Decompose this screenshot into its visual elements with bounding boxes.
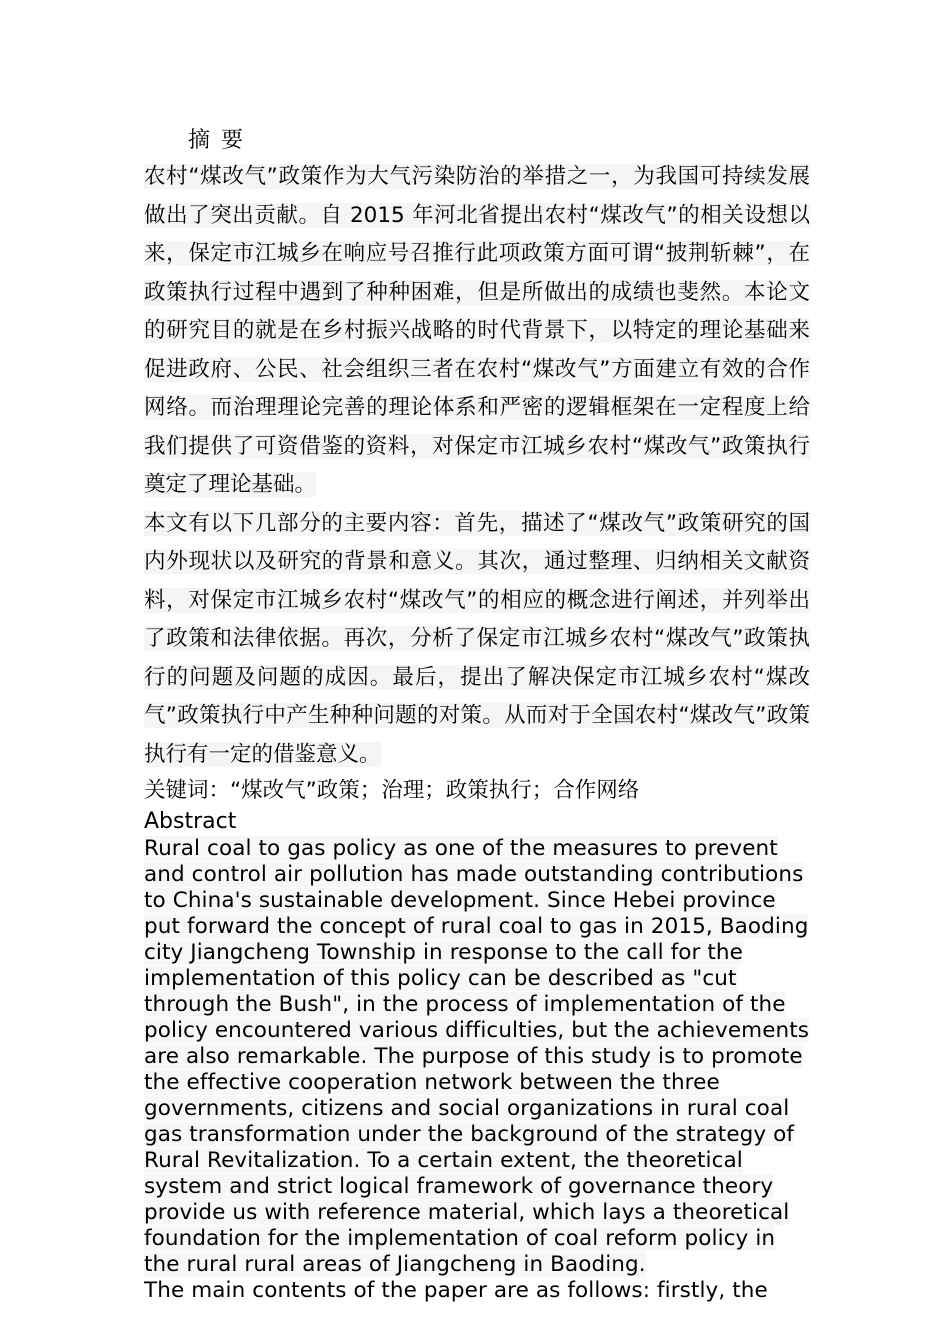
abstract-cn-paragraph-1-text: 农村“煤改气”政策作为大气污染防治的举措之一，为我国可持续发展做出了突出贡献。自 2015 年河北省提出农村“煤改气”的相关设想以来，保定市江城乡在响应号召推行此项政策方面可谓“披荆斩棘”，在政策执行过程中遇到了种种困难，但是所做出的成绩也斐然。本论文的研究目的就是在乡村振兴战略的时代背景下，以特定的理论基础来促进政府、公民、社会组织三者在农村“煤改气”方面建立有效的合作网络。而治理理论完善的理论体系和严密的逻辑框架在一定程度上给我们提供了可资借鉴的资料，对保定市江城乡农村“煤改气”政策执行奠定了理论基础。 (144, 164, 810, 497)
abstract-cn-paragraph-2-text: 本文有以下几部分的主要内容：首先，描述了“煤改气”政策研究的国内外现状以及研究的背景和意义。其次，通过整理、归纳相关文献资料，对保定市江城乡农村“煤改气”的相应的概念进行阐述，并列举出了政策和法律依据。再次，分析了保定市江城乡农村“煤改气”政策执行的问题及问题的成因。最后，提出了解决保定市江城乡农村“煤改气”政策执行中产生种种问题的对策。从而对于全国农村“煤改气”政策执行有一定的借鉴意义。 (144, 510, 810, 767)
abstract-cn-paragraph-2 (144, 505, 810, 775)
document-page (144, 124, 810, 1304)
abstract-en-paragraph-1-text: Rural coal to gas policy as one of the measures to prevent and control air pollution has made outstanding contributions to China's sustainable development. Since Hebei province put forward the concept of rural coal to gas in 2015, Baoding city Jiangcheng Township in response to the call for the implementation of this policy can be described as "cut through the Bush", in the process of implementation of the policy encountered various difficulties, but the achievements are also remarkable. The purpose of this study is to promote the effective cooperation network between the three governments, citizens and social organizations in rural coal gas transformation under the background of the strategy of Rural Revitalization. To a certain extent, the theoretical system and strict logical framework of governance theory provide us with reference material, which lays a theoretical foundation for the implementation of coal reform policy in the rural rural areas of Jiangcheng in Baoding. (144, 836, 810, 1277)
abstract-cn-paragraph-1 (144, 158, 810, 505)
abstract-en-paragraph-1 (144, 836, 810, 1278)
abstract-cn-heading: 摘 要 (188, 128, 245, 153)
abstract-cn-keywords: 关键词：“煤改气”政策；治理；政策执行；合作网络 (144, 778, 640, 803)
abstract-en-heading: Abstract (144, 809, 237, 834)
abstract-en-paragraph-2: The main contents of the paper are as follows: firstly, the (144, 1278, 768, 1303)
